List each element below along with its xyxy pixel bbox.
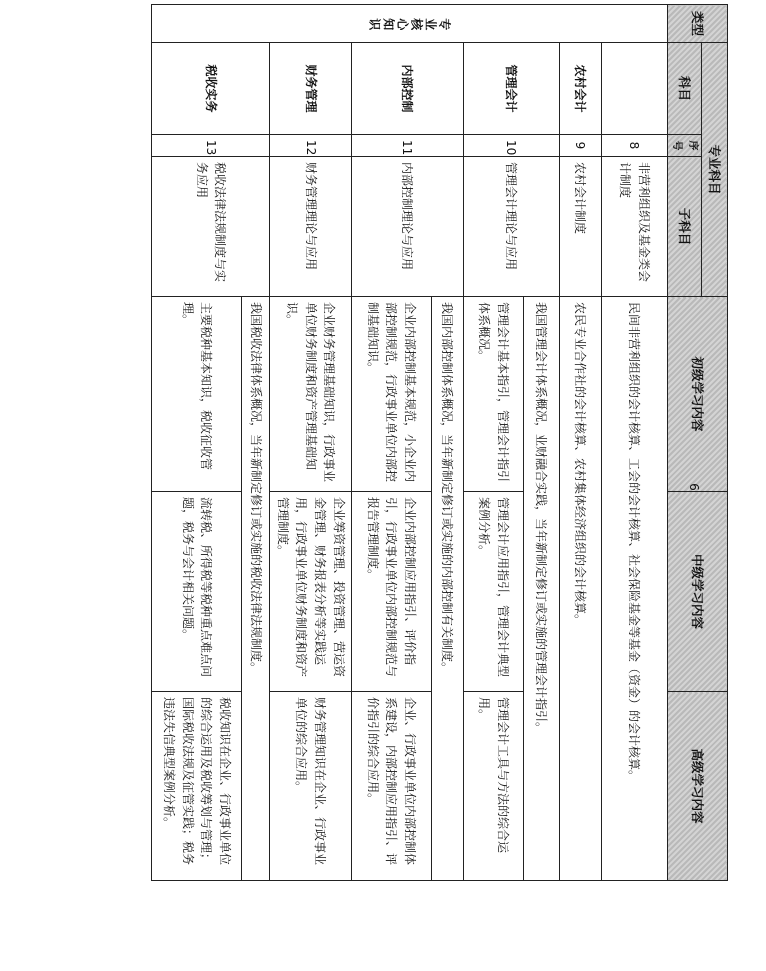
header-elementary: 初级学习内容 <box>667 297 727 492</box>
advanced-cell: 财务管理知识在企业、行政事业单位的综合应用。 <box>270 692 351 881</box>
sub-subject-cell: 内部控制理论与应用 <box>351 157 463 297</box>
subject-cell: 管理会计 <box>463 43 559 135</box>
span-content-cell: 我国内部控制体系概况，当年新制定修订或实施的内部控制有关制度。 <box>431 297 463 881</box>
advanced-cell: 税收知识在企业、行政事业单位的综合运用及税收筹划与管理；国际税收法规及征管实践；税务违法失信典型案例分析。 <box>152 692 242 881</box>
intermediate-cell: 流转税、所得税等税种重点难点问题，税务与会计相关问题。 <box>152 492 242 692</box>
seq-cell: 11 <box>351 135 463 157</box>
subject-cell <box>601 43 667 135</box>
seq-cell: 13 <box>152 135 270 157</box>
page-number: 6 <box>686 483 701 491</box>
table-row <box>242 5 270 881</box>
span-content-cell: 民间非营利组织的会计核算、工会的会计核算、社会保险基金等基金（资金）的会计核算。 <box>601 297 667 881</box>
subject-cell: 内部控制 <box>351 43 463 135</box>
header-subject: 科目 <box>667 43 701 135</box>
table-row <box>523 5 559 881</box>
header-category: 类型 <box>667 5 727 43</box>
elementary-cell: 企业财务管理基础知识，行政事业单位财务制度和资产管理基础知识。 <box>270 297 351 492</box>
elementary-cell: 主要税种基本知识，税收征收管理。 <box>152 297 242 492</box>
elementary-cell: 企业内部控制基本规范，小企业内部控制规范，行政事业单位内部控制基础知识。 <box>351 297 431 492</box>
advanced-cell: 管理会计工具与方法的综合运用。 <box>463 692 523 881</box>
category-cell <box>152 5 667 43</box>
header-professional-subject: 专业科目 <box>701 43 727 297</box>
elementary-cell: 管理会计基本指引，管理会计指引体系概况。 <box>463 297 523 492</box>
header-intermediate: 中级学习内容 <box>667 492 727 692</box>
span-content-cell: 农民专业合作社的会计核算、农村集体经济组织的会计核算。 <box>559 297 601 881</box>
sub-subject-cell: 管理会计理论与应用 <box>463 157 559 297</box>
seq-cell: 8 <box>601 135 667 157</box>
header-seq: 序号 <box>667 135 701 157</box>
subject-cell: 税收实务 <box>152 43 270 135</box>
header-advanced: 高级学习内容 <box>667 692 727 881</box>
seq-cell: 10 <box>463 135 559 157</box>
sub-subject-cell: 农村会计制度 <box>559 157 601 297</box>
curriculum-table <box>151 4 728 881</box>
intermediate-cell: 企业内部控制应用指引、评价指引，行政事业单位内部控制规范与报告管理制度。 <box>351 492 431 692</box>
rotated-table-container <box>158 4 728 880</box>
table-row <box>559 5 601 881</box>
subject-cell: 农村会计 <box>559 43 601 135</box>
sub-subject-cell: 税收法律法规制度与实务应用 <box>152 157 270 297</box>
category-label: 专业核心知识 <box>367 16 452 31</box>
sub-subject-cell: 财务管理理论与应用 <box>270 157 351 297</box>
intermediate-cell: 管理会计应用指引，管理会计典型案例分析。 <box>463 492 523 692</box>
advanced-cell: 企业、行政事业单位内部控制体系建设，内部控制应用指引、评价指引的综合应用。 <box>351 692 431 881</box>
table-row <box>431 5 463 881</box>
header-sub-subject: 子科目 <box>667 157 701 297</box>
seq-cell: 9 <box>559 135 601 157</box>
span-content-cell: 我国税收法律体系概况，当年新制定修订或实施的税收法律法规制度。 <box>242 297 270 881</box>
table-row <box>270 5 351 881</box>
table-row <box>601 5 667 881</box>
intermediate-cell: 企业筹资管理、投资管理、营运资金管理、财务报表分析等实践运用，行政事业单位财务制度和资产管理制度。 <box>270 492 351 692</box>
subject-cell: 财务管理 <box>270 43 351 135</box>
span-content-cell: 我国管理会计体系概况，业财融合实践，当年新制定修订或实施的管理会计指引。 <box>523 297 559 881</box>
sub-subject-cell: 非营利组织及基金类会计制度 <box>601 157 667 297</box>
seq-cell: 12 <box>270 135 351 157</box>
